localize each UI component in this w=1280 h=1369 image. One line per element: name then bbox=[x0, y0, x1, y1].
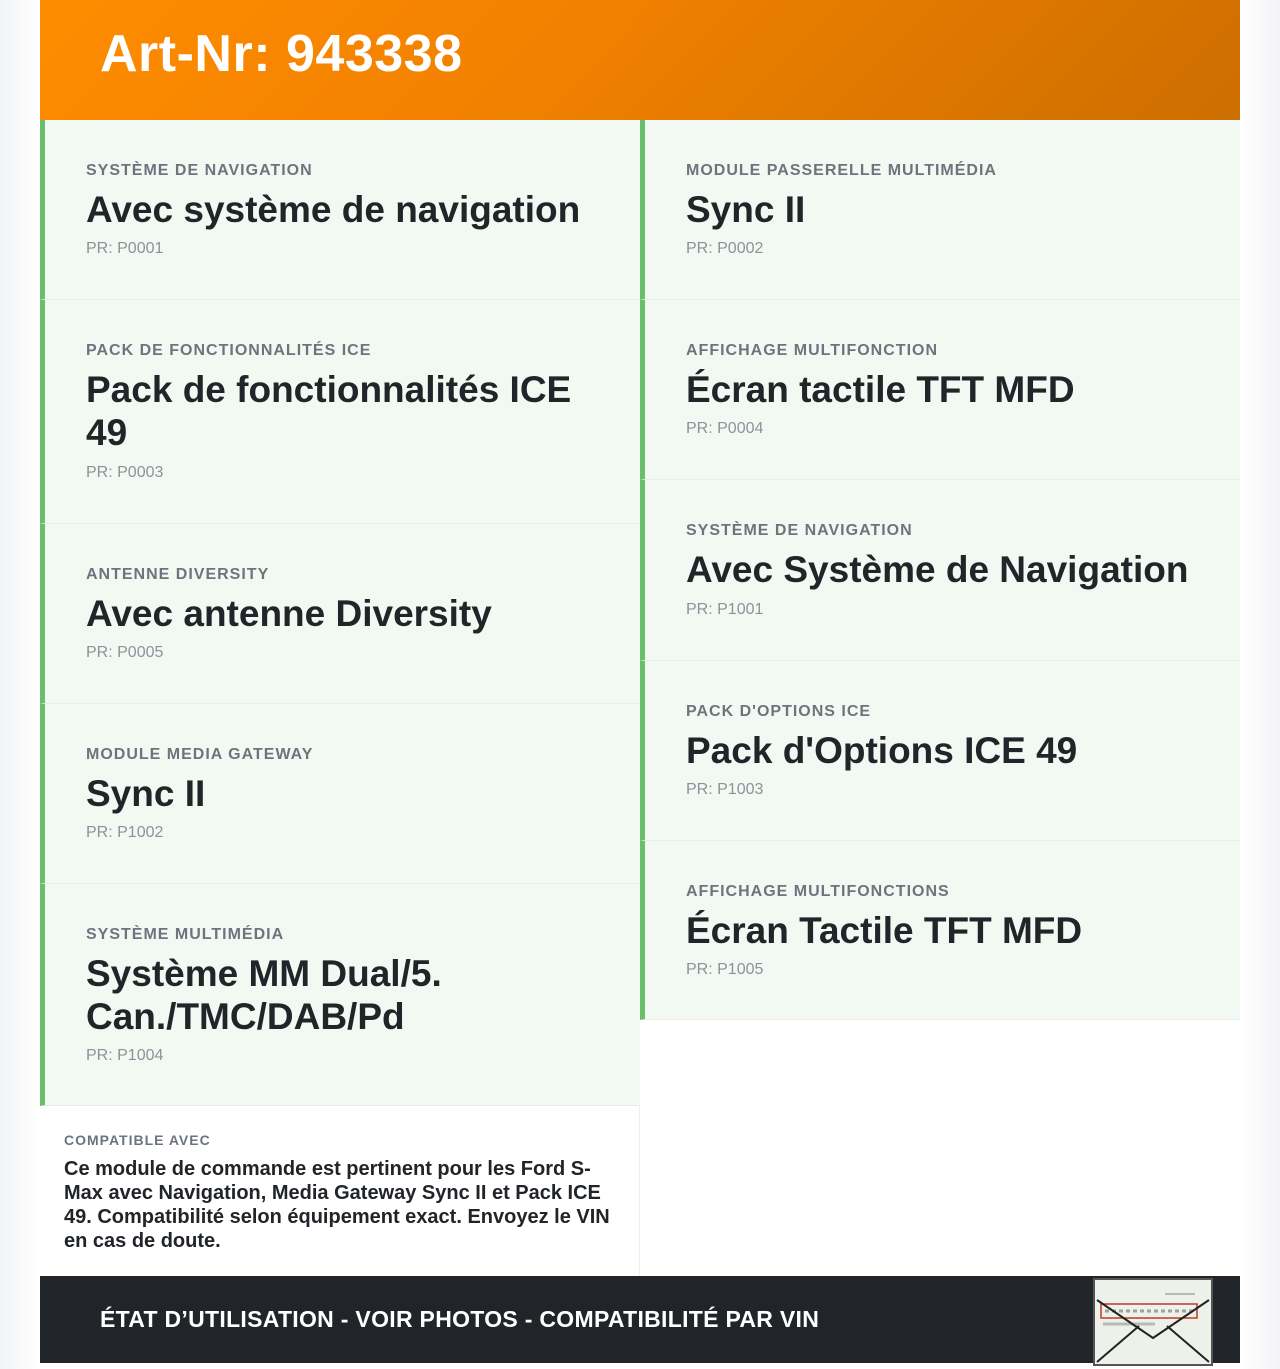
feature-title: Pack d'Options ICE 49 bbox=[686, 730, 1078, 771]
feature-code: PR: P0001 bbox=[86, 240, 164, 257]
feature-title: Écran tactile TFT MFD bbox=[686, 369, 1075, 410]
feature-card bbox=[40, 300, 640, 524]
compatibility-label: COMPATIBLE AVEC bbox=[64, 1132, 211, 1148]
feature-label: MODULE MEDIA GATEWAY bbox=[86, 746, 314, 763]
footer-notice: ÉTAT D’UTILISATION - VOIR PHOTOS - COMPATIBILITÉ PAR VIN bbox=[100, 1306, 820, 1332]
feature-label: SYSTÈME MULTIMÉDIA bbox=[86, 926, 285, 943]
feature-card bbox=[40, 884, 640, 1106]
feature-title: Sync II bbox=[686, 189, 806, 230]
feature-code: PR: P1001 bbox=[686, 601, 764, 618]
feature-title: Système MM Dual/5. Can./TMC/DAB/Pd bbox=[86, 953, 442, 1037]
feature-label: SYSTÈME DE NAVIGATION bbox=[686, 522, 913, 539]
feature-label: PACK D'OPTIONS ICE bbox=[686, 703, 872, 720]
envelope-icon[interactable] bbox=[1093, 1278, 1213, 1366]
feature-card bbox=[640, 841, 1240, 1020]
feature-code: PR: P0005 bbox=[86, 644, 164, 661]
feature-code: PR: P1004 bbox=[86, 1047, 164, 1064]
article-number-title: Art-Nr: 943338 bbox=[100, 25, 463, 83]
feature-label: MODULE PASSERELLE MULTIMÉDIA bbox=[686, 162, 997, 179]
feature-code: PR: P0003 bbox=[86, 464, 164, 481]
feature-title: Sync II bbox=[86, 773, 206, 814]
footer-bar bbox=[40, 1276, 1240, 1363]
feature-card bbox=[640, 120, 1240, 300]
compatibility-text: Ce module de commande est pertinent pour les Ford S-Max avec Navigation, Media Gateway Sync II et Pack ICE 49. Compatibilité selon équipement exact. Envoyez le VIN en cas de doute. bbox=[64, 1158, 610, 1252]
header-banner bbox=[40, 0, 1240, 120]
feature-code: PR: P0004 bbox=[686, 420, 764, 437]
feature-title: Avec Système de Navigation bbox=[686, 549, 1189, 590]
feature-card bbox=[640, 300, 1240, 480]
feature-card bbox=[40, 120, 640, 300]
feature-code: PR: P0002 bbox=[686, 240, 764, 257]
feature-code: PR: P1005 bbox=[686, 961, 764, 978]
compatibility-section bbox=[40, 1106, 640, 1276]
feature-card bbox=[40, 524, 640, 704]
feature-label: SYSTÈME DE NAVIGATION bbox=[86, 162, 313, 179]
feature-card bbox=[640, 661, 1240, 841]
feature-title: Pack de fonctionnalités ICE 49 bbox=[86, 369, 572, 453]
feature-label: AFFICHAGE MULTIFONCTIONS bbox=[686, 883, 950, 900]
feature-label: PACK DE FONCTIONNALITÉS ICE bbox=[86, 342, 372, 359]
feature-title: Avec antenne Diversity bbox=[86, 593, 492, 634]
feature-title: Avec système de navigation bbox=[86, 189, 581, 230]
envelope-graphic bbox=[1095, 1280, 1211, 1364]
feature-card bbox=[640, 480, 1240, 661]
left-column bbox=[40, 120, 640, 1106]
feature-label: ANTENNE DIVERSITY bbox=[86, 566, 270, 583]
feature-label: AFFICHAGE MULTIFONCTION bbox=[686, 342, 939, 359]
feature-title: Écran Tactile TFT MFD bbox=[686, 910, 1083, 951]
feature-code: PR: P1003 bbox=[686, 781, 764, 798]
feature-code: PR: P1002 bbox=[86, 824, 164, 841]
right-column bbox=[640, 120, 1240, 1020]
page bbox=[40, 0, 1240, 1363]
feature-card bbox=[40, 704, 640, 884]
